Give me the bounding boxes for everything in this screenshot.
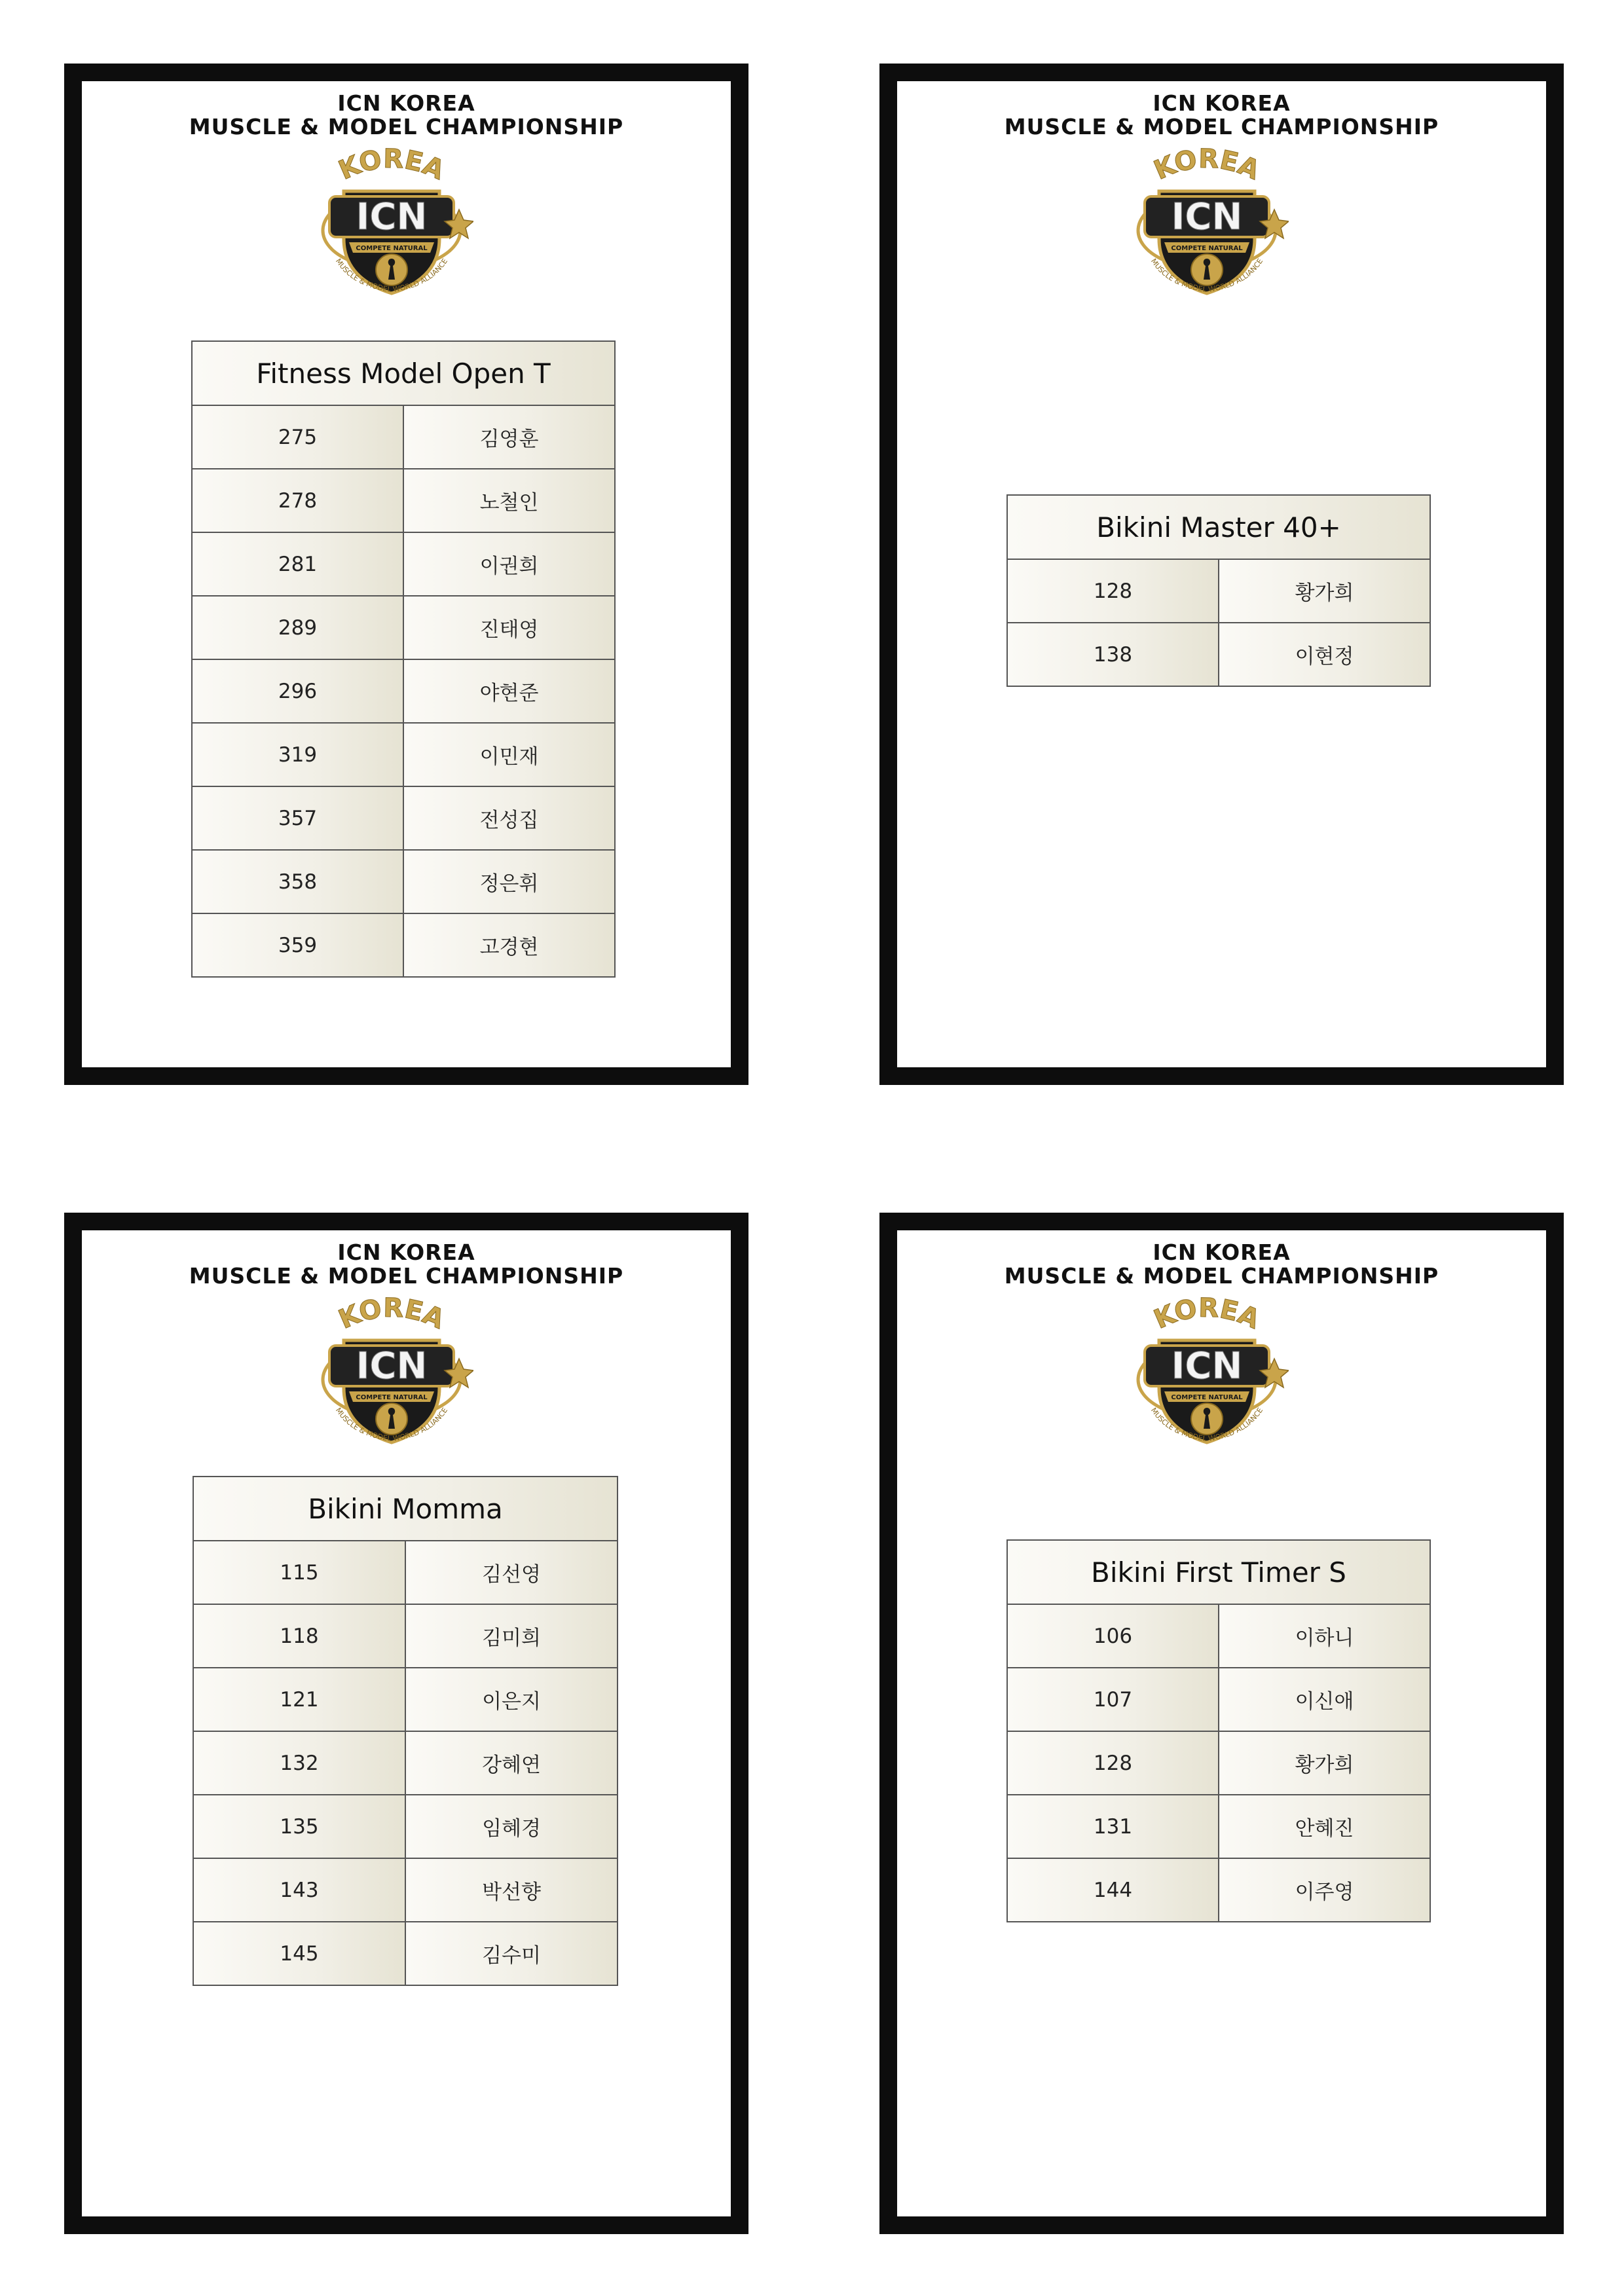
table-row	[192, 405, 615, 469]
athlete-number: 357	[192, 786, 403, 850]
athlete-name: 이민재	[403, 723, 615, 786]
header-line-2: MUSCLE & MODEL CHAMPIONSHIP	[189, 1263, 624, 1289]
logo-icn-text: ICN	[1171, 1345, 1243, 1387]
category-title: Bikini Momma	[193, 1477, 618, 1541]
championship-header	[82, 1241, 731, 1288]
athlete-name: 김미희	[405, 1604, 618, 1668]
championship-header	[82, 92, 731, 139]
athlete-name: 진태영	[403, 596, 615, 659]
table-row	[192, 659, 615, 723]
championship-header	[897, 1241, 1546, 1288]
athlete-number: 128	[1007, 559, 1219, 623]
athlete-number: 275	[192, 405, 403, 469]
logo-ring-text: MUSCLE & MODEL WORLD ALLIANCE	[1149, 1406, 1265, 1444]
athlete-name: 고경현	[403, 913, 615, 977]
athlete-name: 김선영	[405, 1541, 618, 1604]
table-row	[193, 1668, 618, 1731]
logo-ribbon-text: COMPETE NATURAL	[356, 1394, 428, 1401]
athlete-name: 김영훈	[403, 405, 615, 469]
header-line-1: ICN KOREA	[1153, 90, 1291, 116]
table-row	[192, 596, 615, 659]
svg-text:KOREA	[335, 144, 449, 186]
athlete-name: 이주영	[1219, 1858, 1430, 1922]
logo-icn-text: ICN	[356, 196, 428, 238]
athlete-name: 노철인	[403, 469, 615, 532]
table-row	[192, 469, 615, 532]
table-row	[193, 1922, 618, 1985]
icn-korea-logo	[1125, 144, 1289, 301]
athlete-number: 143	[193, 1858, 405, 1922]
table-row	[1007, 1731, 1430, 1795]
header-line-2: MUSCLE & MODEL CHAMPIONSHIP	[1004, 1263, 1439, 1289]
athlete-name: 이신애	[1219, 1668, 1430, 1731]
athlete-name: 임혜경	[405, 1795, 618, 1858]
athlete-name: 황가희	[1219, 559, 1430, 623]
athlete-number: 118	[193, 1604, 405, 1668]
athlete-number: 138	[1007, 623, 1219, 686]
logo-icn-text: ICN	[1171, 196, 1243, 238]
table-row	[1007, 1795, 1430, 1858]
athlete-name: 이하니	[1219, 1604, 1430, 1668]
athlete-number: 144	[1007, 1858, 1219, 1922]
category-card	[64, 1213, 748, 2234]
logo-icn-text: ICN	[356, 1345, 428, 1387]
category-roster-table	[191, 340, 616, 978]
category-roster-table	[193, 1476, 618, 1986]
logo-ring-text: MUSCLE & MODEL WORLD ALLIANCE	[1149, 257, 1265, 295]
athlete-number: 145	[193, 1922, 405, 1985]
logo-korea-text: KOREA	[1149, 1293, 1264, 1335]
table-row	[192, 723, 615, 786]
table-row	[193, 1604, 618, 1668]
category-roster-table	[1006, 494, 1431, 687]
table-row	[192, 850, 615, 913]
athlete-name: 황가희	[1219, 1731, 1430, 1795]
table-row	[193, 1795, 618, 1858]
athlete-name: 안혜진	[1219, 1795, 1430, 1858]
header-line-1: ICN KOREA	[1153, 1239, 1291, 1265]
athlete-name: 정은휘	[403, 850, 615, 913]
logo-korea-text: KOREA	[1149, 144, 1264, 186]
athlete-number: 278	[192, 469, 403, 532]
category-card	[879, 1213, 1564, 2234]
athlete-name: 이현정	[1219, 623, 1430, 686]
table-row	[193, 1541, 618, 1604]
category-title: Bikini Master 40+	[1007, 495, 1430, 559]
athlete-name: 이권희	[403, 532, 615, 596]
svg-text:KOREA	[1150, 1293, 1264, 1335]
logo-ribbon-text: COMPETE NATURAL	[1171, 245, 1243, 252]
athlete-name: 김수미	[405, 1922, 618, 1985]
athlete-name: 강혜연	[405, 1731, 618, 1795]
category-card	[879, 64, 1564, 1085]
athlete-number: 358	[192, 850, 403, 913]
athlete-number: 296	[192, 659, 403, 723]
table-row	[1007, 1668, 1430, 1731]
athlete-name: 전성집	[403, 786, 615, 850]
athlete-number: 281	[192, 532, 403, 596]
table-row	[1007, 623, 1430, 686]
athlete-number: 359	[192, 913, 403, 977]
athlete-number: 128	[1007, 1731, 1219, 1795]
header-line-2: MUSCLE & MODEL CHAMPIONSHIP	[189, 114, 624, 139]
table-row	[1007, 1858, 1430, 1922]
athlete-number: 121	[193, 1668, 405, 1731]
table-row	[193, 1731, 618, 1795]
category-title: Bikini First Timer S	[1007, 1540, 1430, 1604]
athlete-number: 132	[193, 1731, 405, 1795]
logo-korea-text: KOREA	[334, 144, 449, 186]
icn-korea-logo	[310, 1293, 473, 1450]
table-row	[192, 786, 615, 850]
table-row	[193, 1858, 618, 1922]
category-roster-table	[1006, 1539, 1431, 1922]
athlete-name: 박선향	[405, 1858, 618, 1922]
header-line-1: ICN KOREA	[337, 90, 475, 116]
athlete-number: 107	[1007, 1668, 1219, 1731]
table-row	[1007, 1604, 1430, 1668]
table-row	[192, 532, 615, 596]
athlete-number: 131	[1007, 1795, 1219, 1858]
athlete-number: 289	[192, 596, 403, 659]
athlete-number: 319	[192, 723, 403, 786]
athlete-number: 115	[193, 1541, 405, 1604]
header-line-1: ICN KOREA	[337, 1239, 475, 1265]
logo-ring-text: MUSCLE & MODEL WORLD ALLIANCE	[333, 1406, 450, 1444]
svg-text:KOREA	[335, 1293, 449, 1335]
athlete-number: 106	[1007, 1604, 1219, 1668]
logo-ribbon-text: COMPETE NATURAL	[356, 245, 428, 252]
table-row	[1007, 559, 1430, 623]
championship-header	[897, 92, 1546, 139]
header-line-2: MUSCLE & MODEL CHAMPIONSHIP	[1004, 114, 1439, 139]
icn-korea-logo	[1125, 1293, 1289, 1450]
athlete-name: 이은지	[405, 1668, 618, 1731]
logo-korea-text: KOREA	[334, 1293, 449, 1335]
athlete-name: 야현준	[403, 659, 615, 723]
logo-ribbon-text: COMPETE NATURAL	[1171, 1394, 1243, 1401]
icn-korea-logo	[310, 144, 473, 301]
table-row	[192, 913, 615, 977]
category-title: Fitness Model Open T	[192, 341, 615, 405]
logo-ring-text: MUSCLE & MODEL WORLD ALLIANCE	[333, 257, 450, 295]
svg-text:KOREA	[1150, 144, 1264, 186]
athlete-number: 135	[193, 1795, 405, 1858]
category-card	[64, 64, 748, 1085]
